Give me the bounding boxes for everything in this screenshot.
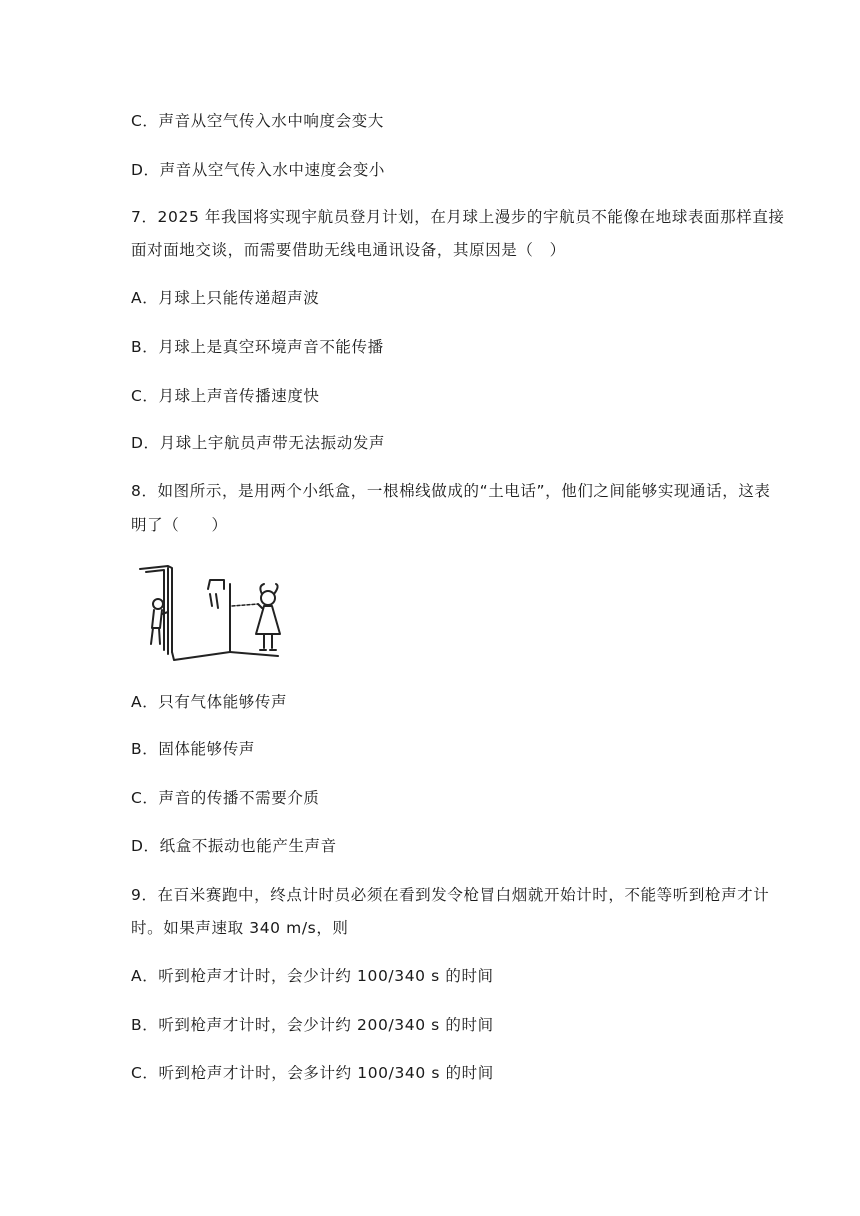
q6-option-d: D．声音从空气传入水中速度会变小 [131,161,386,179]
q8-option-c: C．声音的传播不需要介质 [131,789,320,807]
q7-stem-line1: 7．2025 年我国将实现宇航员登月计划，在月球上漫步的宇航员不能像在地球表面那样直接 [131,208,785,226]
q9-stem-line1: 9．在百米赛跑中，终点计时员必须在看到发令枪冒白烟就开始计时，不能等听到枪声才计 [131,886,770,904]
q9-option-c: C．听到枪声才计时，会多计约 100/340 s 的时间 [131,1064,494,1082]
q8-stem-line2: 明了（ ） [131,516,228,534]
q7-option-b: B．月球上是真空环境声音不能传播 [131,338,384,356]
q7-stem-line2: 面对面地交谈，而需要借助无线电通讯设备，其原因是（ ） [131,241,566,259]
q7-option-d: D．月球上宇航员声带无法振动发声 [131,434,386,452]
q8-option-a: A．只有气体能够传声 [131,693,288,711]
q8-stem-line1: 8．如图所示，是用两个小纸盒，一根棉线做成的“土电话”，他们之间能够实现通话，这表 [131,482,771,500]
q7-option-c: C．月球上声音传播速度快 [131,387,320,405]
q7-option-a: A．月球上只能传递超声波 [131,289,320,307]
q9-stem-line2: 时。如果声速取 340 m/s，则 [131,919,349,937]
q6-option-c: C．声音从空气传入水中响度会变大 [131,112,384,130]
q8-option-d: D．纸盒不振动也能产生声音 [131,837,337,855]
q9-option-a: A．听到枪声才计时，会少计约 100/340 s 的时间 [131,967,494,985]
q9-option-b: B．听到枪声才计时，会少计约 200/340 s 的时间 [131,1016,494,1034]
q8-option-b: B．固体能够传声 [131,740,255,758]
tin-can-telephone-figure [138,564,298,664]
